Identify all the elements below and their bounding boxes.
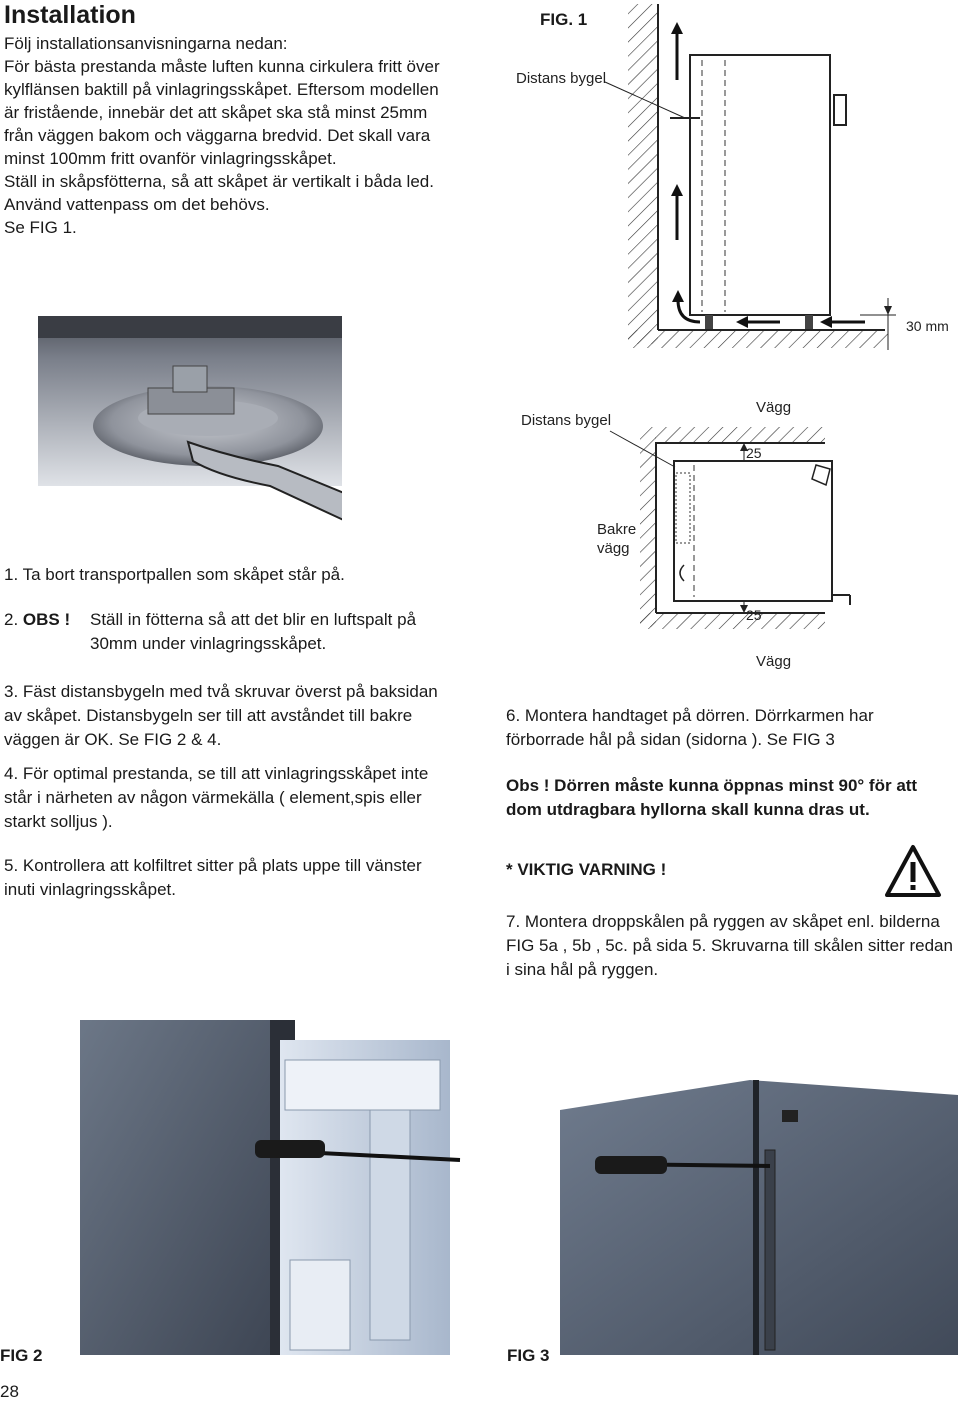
fig1-gap-label: 30 mm: [906, 318, 949, 334]
step-6-text: Montera handtaget på dörren. Dörrkarmen har förborrade hål på sidan (sidorna ). Se FIG 3: [506, 706, 874, 749]
step-5: [4, 854, 454, 902]
top-view-dim-bottom: 25: [746, 607, 762, 623]
step-4-text: För optimal prestanda, se till att vinlagringsskåpet inte står i närheten av någon värmekälla ( element,spis eller starkt solljus ).: [4, 764, 429, 831]
step-1-number: 1.: [4, 565, 19, 584]
obs-note: Obs ! Dörren måste kunna öppnas minst 90° för att dom utdragbara hyllorna skall kunna dras ut.: [506, 776, 918, 819]
step-2-text: Ställ in fötterna så att det blir en luftspalt på 30mm under vinlagringsskåpet.: [90, 610, 417, 653]
fig3-photo: [560, 1080, 958, 1355]
warning-triangle-icon: [884, 844, 942, 898]
fig1-caption: FIG. 1: [540, 10, 588, 29]
page-number: 28: [0, 1382, 19, 1401]
step-6: [506, 704, 956, 752]
intro-text: [4, 32, 454, 239]
top-view-wall-bottom-label: Vägg: [756, 653, 792, 670]
step-2: [4, 608, 464, 653]
step-2-number: 2.: [4, 610, 19, 629]
fig1-distans-label: Distans bygel: [516, 70, 607, 87]
step-7-text: Montera droppskålen på ryggen av skåpet enl. bilderna FIG 5a , 5b , 5c. på sida 5. Skruvarna till skålen sitter redan i sina hål på ryggen.: [506, 912, 953, 979]
step-1: [4, 563, 464, 587]
top-view-dim-top: 25: [746, 445, 762, 461]
intro-line-3: Ställ in skåpsfötterna, så att skåpet är vertikalt i båda led. Använd vattenpass om det behövs.: [4, 172, 434, 214]
step-5-number: 5.: [4, 856, 19, 875]
top-view-svg: [500, 395, 960, 685]
step-2-obs: OBS !: [22, 610, 71, 629]
top-view-wall-top-label: Vägg: [756, 399, 792, 416]
fig3-svg: [560, 1080, 958, 1355]
step-6-number: 6.: [506, 706, 521, 725]
step-3-number: 3.: [4, 682, 19, 701]
step-5-text: Kontrollera att kolfiltret sitter på plats uppe till vänster inuti vinlagringsskåpet.: [4, 856, 422, 899]
foot-wrench-svg: [38, 316, 342, 546]
step-7: [506, 910, 956, 982]
top-view-back-wall-label: Bakre vägg: [597, 521, 637, 557]
step-3: [4, 680, 454, 752]
fig1-diagram: [500, 0, 960, 360]
foot-wrench-photo: [38, 316, 342, 486]
fig-top-view-diagram: [500, 395, 960, 685]
page-title: Installation: [4, 1, 136, 29]
fig2-svg: [80, 1020, 480, 1355]
step-7-number: 7.: [506, 912, 521, 931]
warning-triangle-svg: [884, 844, 942, 898]
fig1-svg: [500, 0, 960, 360]
intro-line-2: För bästa prestanda måste luften kunna cirkulera fritt över kylflänsen baktill på vinlagringsskåpet. Eftersom modellen är fristående, innebär det att skåpet ska stå minst 25mm från väggen bakom och väggarna bredvid. Det skall vara minst 100mm fritt ovanför vinlagringsskåpet.: [4, 57, 440, 168]
intro-line-4: Se FIG 1.: [4, 218, 77, 237]
fig2-caption: FIG 2: [0, 1346, 43, 1365]
fig3-caption: FIG 3: [507, 1346, 550, 1365]
step-4-number: 4.: [4, 764, 19, 783]
fig2-photo: [80, 1020, 480, 1355]
step-4: [4, 762, 454, 834]
intro-line-1: Följ installationsanvisningarna nedan:: [4, 34, 288, 53]
top-view-distans-label: Distans bygel: [521, 412, 612, 429]
step-1-text: Ta bort transportpallen som skåpet står på.: [22, 565, 345, 584]
step-3-text: Fäst distansbygeln med två skruvar överst på baksidan av skåpet. Distansbygeln ser till att avståndet till bakre väggen är OK. Se FIG 2 & 4.: [4, 682, 438, 749]
warning-heading: * VIKTIG VARNING !: [506, 860, 667, 879]
